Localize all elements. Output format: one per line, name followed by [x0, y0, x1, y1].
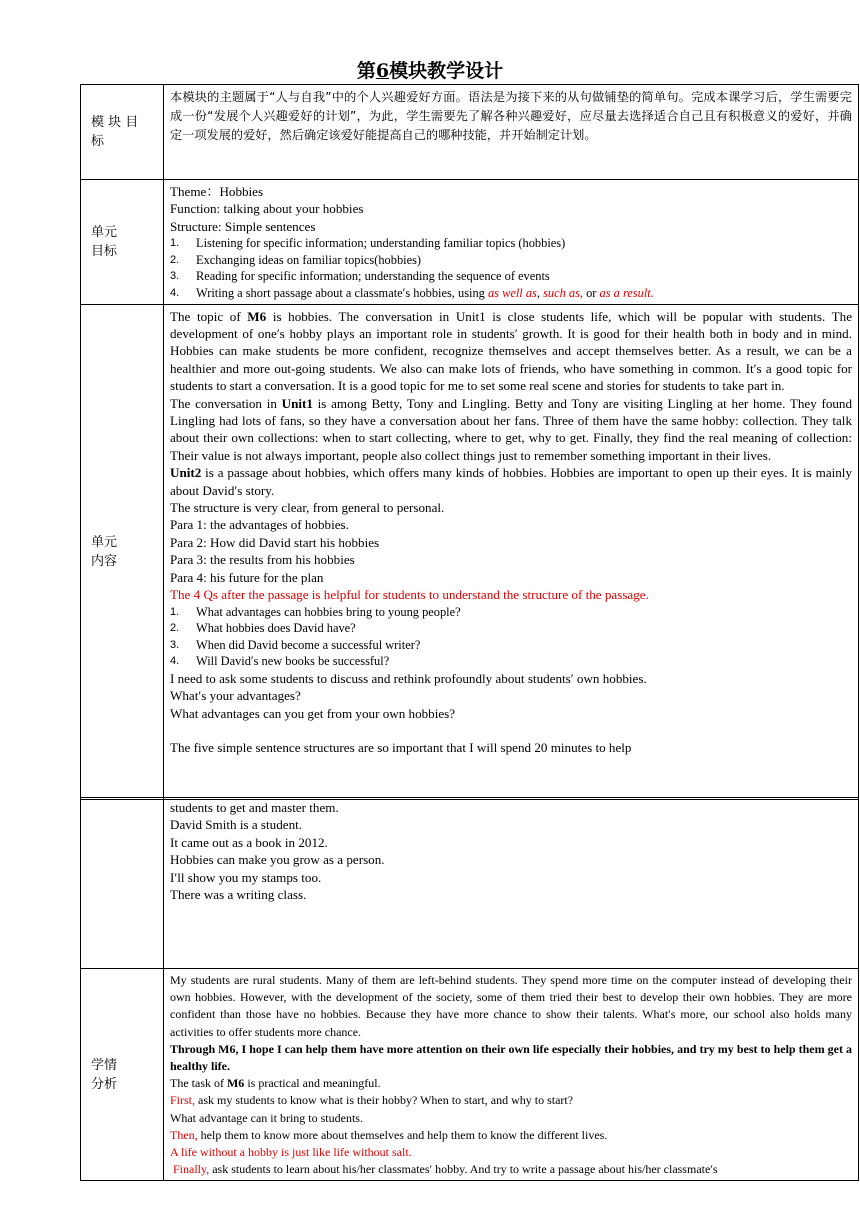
row-analysis [81, 969, 859, 1181]
content-paragraph: The topic of M6 is hobbies. The conversation in Unit1 is close students life, which will be popular with students. The development of one′s hobby plays an important role in students′ growth. It is good for their health both in body and in mind. Hobbies can make students be more confident, recognize themselves and accept themselves better. As a result, we can be a healthier and more out-going students. We also can make lots of friends, who have something in common. It′s a good topic for students to start a conversation. It is a good topic for me to set some real scene and stories for students to take part in. [170, 308, 853, 394]
para-line: Para 1: the advantages of hobbies. [170, 517, 349, 533]
example-sentence: It came out as a book in 2012. [170, 834, 328, 850]
question-list [170, 604, 852, 670]
page-title: 第6模块教学设计 [356, 60, 504, 82]
module-goal-text: 本模块的主题属于“人与自我”中的个人兴趣爱好方面。语法是为接下来的从句做铺垫的简单句。完成本课学习后，学生需要完成一份“发展个人兴趣爱好的计划”，为此，学生需要先了解各种兴趣爱好，应尽量去选择适合自己且有积极意义的爱好，并确定一项发展的爱好，然后确定该爱好能提高自己的哪种技能，并开始制定计划。 [164, 85, 859, 180]
structure-note: The structure is very clear, from general to personal. [170, 500, 445, 516]
example-sentence: I′ll show you my stamps too. [170, 869, 322, 885]
analysis-advantage: What advantage can it bring to students. [170, 1110, 363, 1125]
theme-line: Theme：Hobbies [170, 184, 264, 199]
analysis-task: The task of M6 is practical and meaningful. [170, 1076, 381, 1091]
discussion-line: I need to ask some students to discuss and rethink profoundly about students′ own hobbies. [170, 670, 647, 686]
para-line: Para 3: the results from his hobbies [170, 552, 355, 568]
analysis-salt: A life without a hobby is just like life without salt. [170, 1145, 412, 1160]
continued-line: students to get and master them. [170, 800, 339, 815]
row-unit-content-continued [81, 798, 859, 969]
unit-goal-list [170, 235, 852, 301]
content-paragraph: Unit2 is a passage about hobbies, which offers many kinds of hobbies. Hobbies are important to open up their eyes. It is mainly about David′s story. [170, 465, 852, 498]
analysis-first: First, ask my students to know what is their hobby? When to start, and why to start? [170, 1093, 574, 1108]
structure-line: Structure: Simple sentences [170, 218, 316, 234]
row-unit-goal [81, 180, 859, 305]
list-item: 2. Exchanging ideas on familiar topics(hobbies) [170, 252, 422, 267]
label-unit-goal: 单元 目标 [81, 180, 164, 305]
label-unit-content: 单元 内容 [81, 304, 164, 799]
label-module-goal: 模 块 目 标 [81, 85, 164, 180]
example-sentence: There was a writing class. [170, 887, 307, 903]
unit-content-text [164, 304, 859, 799]
list-item: 3. Reading for specific information; understanding the sequence of events [170, 269, 550, 284]
questions-note: The 4 Qs after the passage is helpful for students to understand the structure of the passage. [170, 587, 649, 603]
five-structures-line: The five simple sentence structures are so important that I will spend 20 minutes to help [170, 740, 632, 756]
list-item: 2. What hobbies does David have? [170, 621, 356, 636]
lesson-plan-table-continued [80, 797, 859, 1181]
unit-goal-text [164, 180, 859, 305]
content-paragraph: The conversation in Unit1 is among Betty, Tony and Lingling. Betty and Tony are visiting Lingling at her home. They found Lingling had lots of fans, so they have a conversation about her fans. Three of them have the same hobby: collection. They talk about their own collections: when to start collecting, where to get, why to get. Finally, they find the real meaning of collection: Their value is not always important, people also collect things just to remember something important in their lives. [170, 395, 853, 463]
list-item: 1. What advantages can hobbies bring to young people? [170, 604, 461, 619]
analysis-then: Then, help them to know more about themselves and help them to know the different lives. [170, 1127, 608, 1142]
question-line: What′s your advantages? [170, 688, 301, 704]
analysis-paragraph: My students are rural students. Many of them are left-behind students. They spend more time on the computer instead of developing their own hobbies. However, with the development of the society, some of them tried their best to develop their own hobbies. They are more confident than those have no hobbies. Because they have more chance to show their talents. What′s more, our school also holds many activities to offer students more chance. [170, 973, 852, 1039]
example-sentence: Hobbies can make you grow as a person. [170, 852, 385, 868]
row-module-goal [81, 85, 859, 180]
analysis-paragraph-bold: Through M6, I hope I can help them have more attention on their own life especially their hobbies, and try my best to help them get a healthy life. [170, 1041, 852, 1074]
analysis-finally: Finally, ask students to learn about his/her classmates′ hobby. And try to write a passage about his/her classmate′s [173, 1162, 718, 1177]
label-empty [81, 798, 164, 969]
lesson-plan-table [80, 84, 859, 800]
list-item: 1. Listening for specific information; understanding familiar topics (hobbies) [170, 236, 566, 251]
analysis-text [164, 969, 859, 1181]
list-item: 4. Will David′s new books be successful? [170, 654, 390, 669]
list-item: 4. Writing a short passage about a classmate′s hobbies, using as well as, such as, or as a result. [170, 286, 654, 300]
row-unit-content [81, 304, 859, 799]
unit-content-continued-text [164, 798, 859, 969]
function-line: Function: talking about your hobbies [170, 201, 364, 217]
example-sentence: David Smith is a student. [170, 817, 303, 833]
para-line: Para 4: his future for the plan [170, 569, 324, 585]
para-line: Para 2: How did David start his hobbies [170, 534, 380, 550]
list-item: 3. When did David become a successful writer? [170, 637, 421, 652]
question-line: What advantages can you get from your own hobbies? [170, 705, 456, 721]
blank-line [170, 722, 852, 739]
label-analysis: 学情 分析 [81, 969, 164, 1181]
